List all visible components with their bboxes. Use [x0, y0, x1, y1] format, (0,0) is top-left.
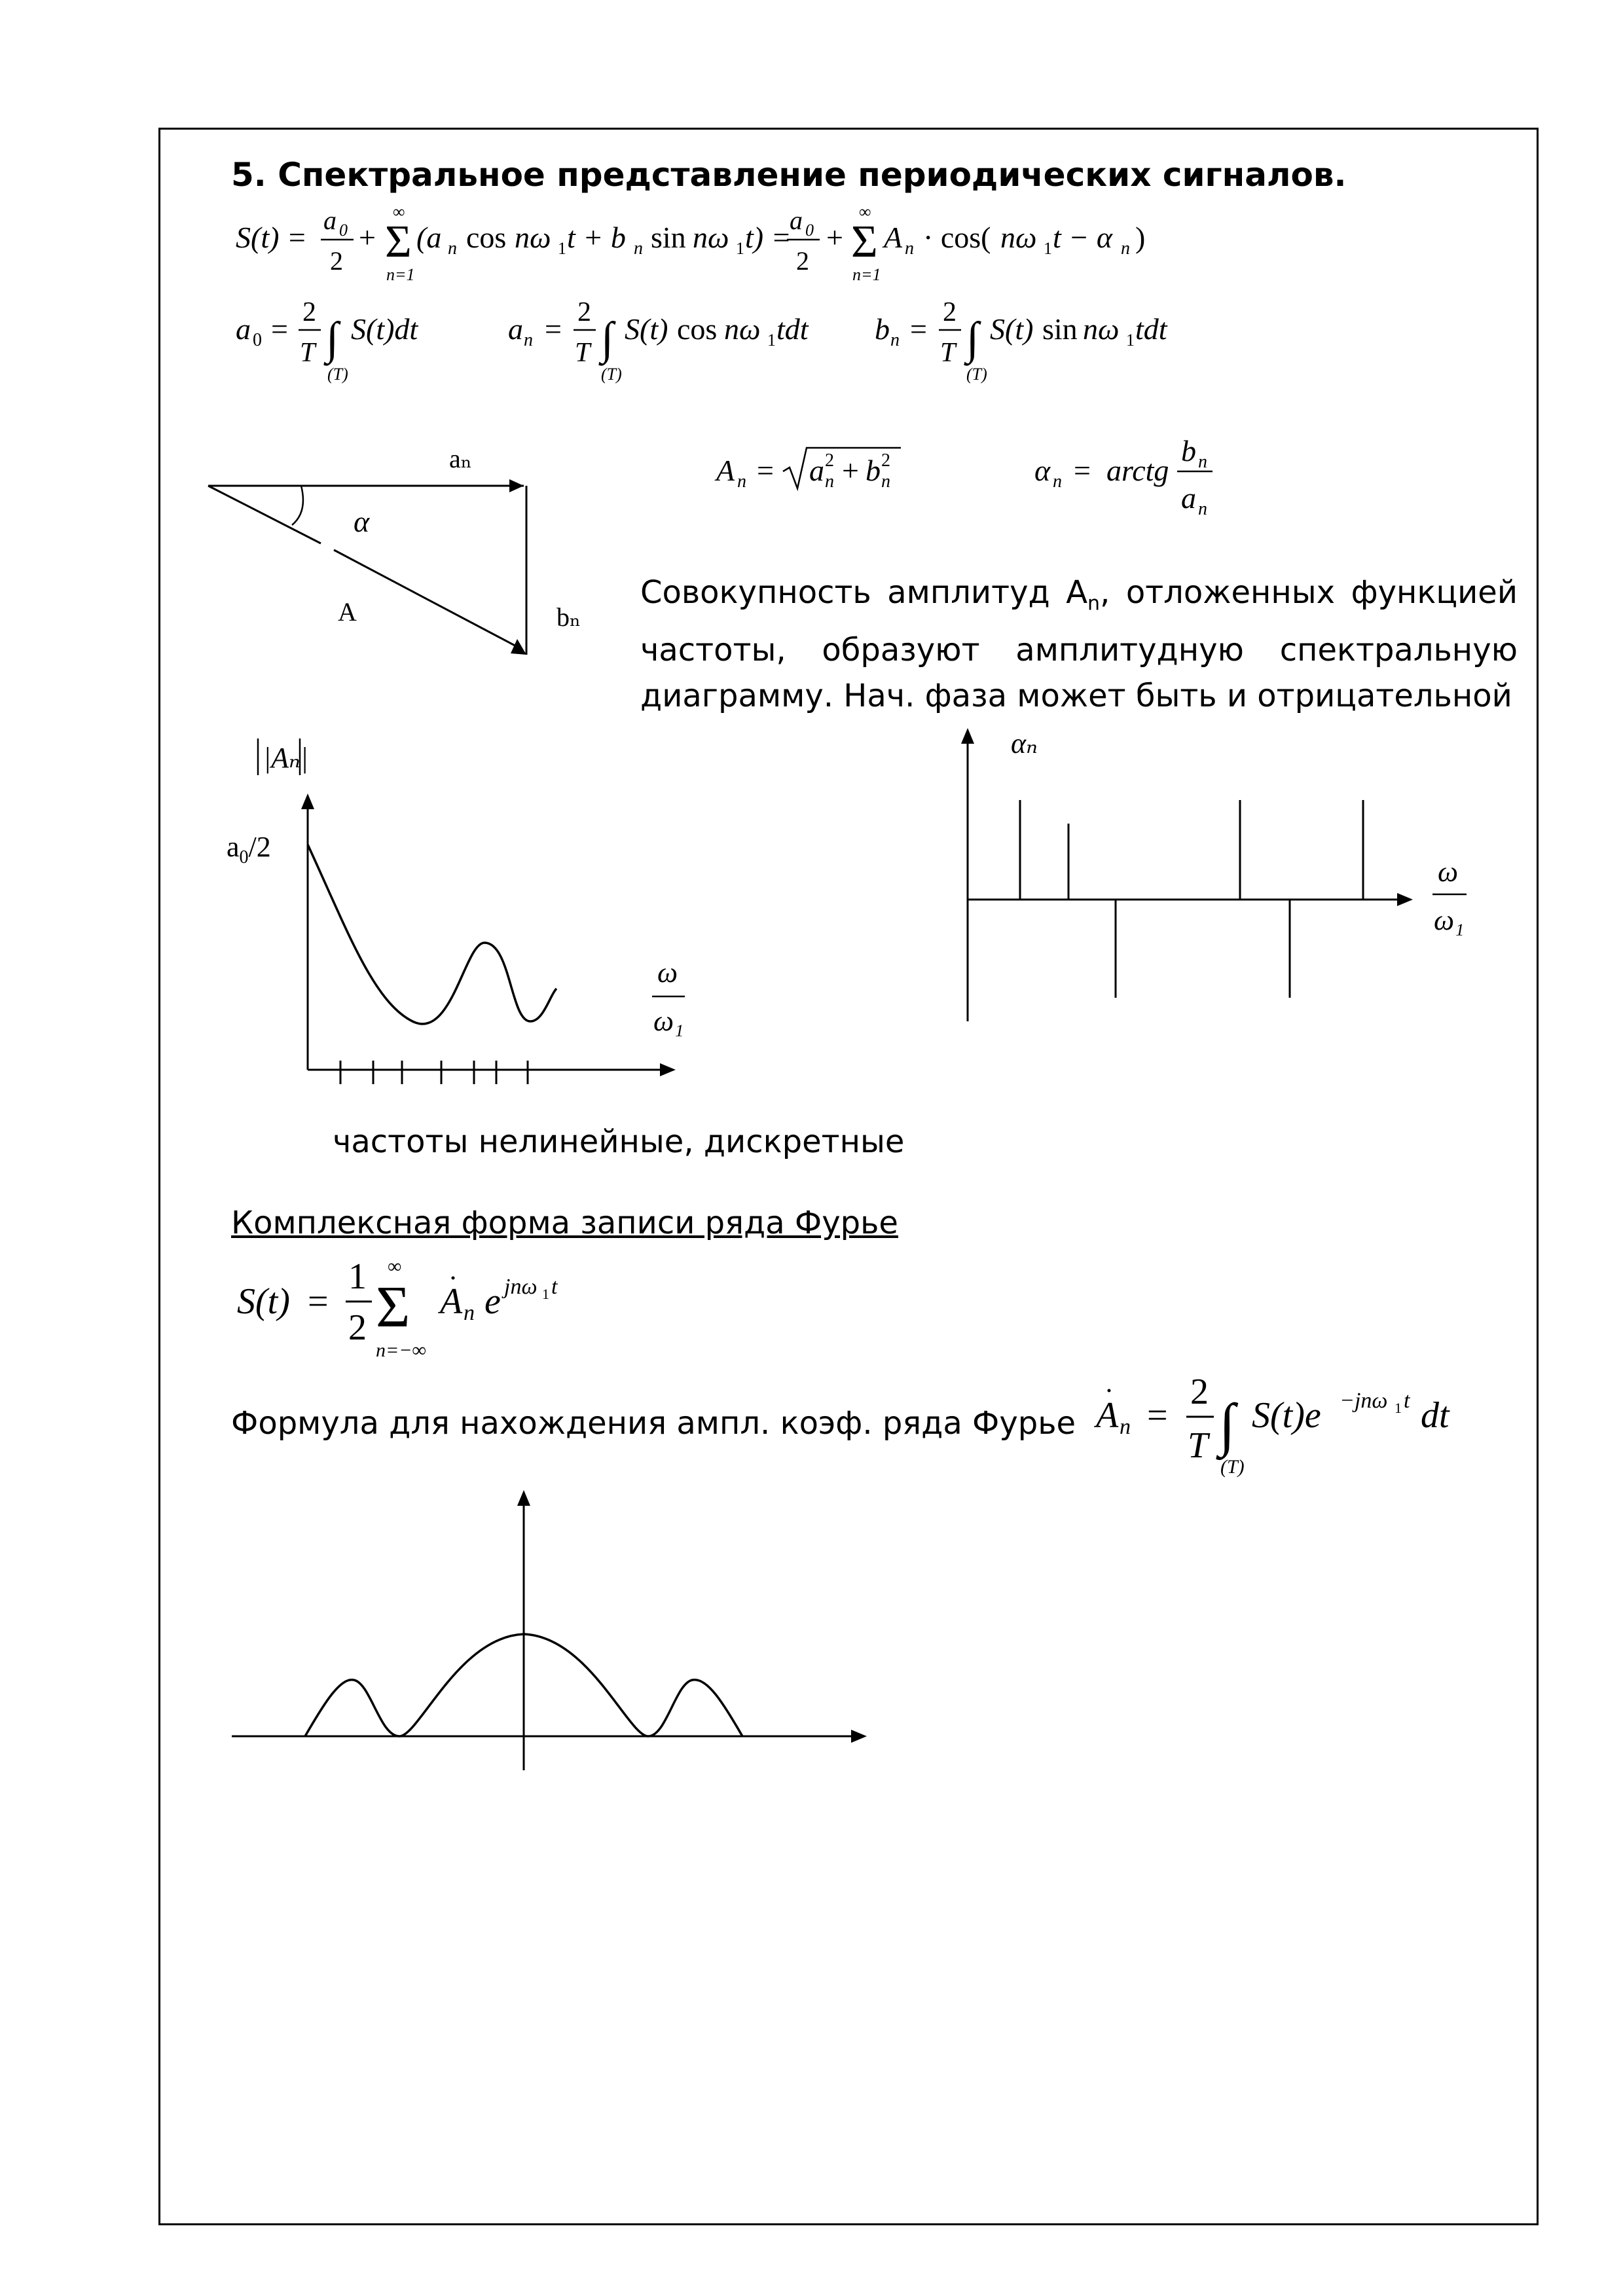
svg-text:t) =: t) = [745, 221, 792, 254]
svg-text:n: n [737, 471, 746, 492]
svg-text:S(t): S(t) [237, 1281, 290, 1322]
svg-text:nω: nω [1083, 312, 1120, 346]
svg-text:(T): (T) [966, 365, 987, 384]
svg-text:nω: nω [1000, 221, 1037, 254]
svg-text:∞: ∞ [388, 1256, 402, 1277]
svg-text:2: 2 [330, 246, 343, 276]
svg-text:S(t): S(t) [990, 312, 1034, 346]
svg-text:n: n [890, 330, 900, 350]
svg-text:2: 2 [302, 297, 316, 327]
svg-text:e: e [484, 1281, 501, 1322]
svg-text:A: A [884, 221, 903, 254]
triangle-label-angle: α [354, 505, 370, 538]
svg-text:t: t [1404, 1389, 1410, 1413]
svg-text:1: 1 [558, 239, 566, 258]
svg-text:0: 0 [253, 330, 262, 350]
vector-triangle-diagram [208, 444, 581, 655]
svg-text:T: T [300, 338, 316, 368]
svg-text:−jnω: −jnω [1340, 1389, 1388, 1413]
svg-text:n: n [1198, 499, 1207, 519]
svg-text:t + b: t + b [567, 221, 626, 254]
svg-text:sin: sin [651, 221, 686, 254]
svg-text:b: b [866, 454, 881, 487]
svg-text:∫: ∫ [966, 314, 979, 364]
section-title: 5. Спектральное представление периодических сигналов. [231, 156, 1347, 194]
svg-text:cos: cos [677, 312, 718, 346]
svg-text:α: α [1034, 454, 1051, 487]
amp-start-label: $a_0/2$ [227, 831, 271, 867]
svg-text:dt: dt [1421, 1395, 1450, 1436]
svg-text:n=1: n=1 [852, 265, 881, 284]
svg-text:1: 1 [1126, 331, 1135, 350]
svg-text:tdt: tdt [776, 312, 809, 346]
svg-text:nω: nω [724, 312, 761, 346]
svg-text:n: n [448, 238, 457, 259]
sinc-spectrum-diagram [232, 1490, 867, 1770]
svg-text:1: 1 [542, 1286, 549, 1302]
amp-y-label: |Aₙ| [263, 742, 308, 774]
svg-text:S(t)e: S(t)e [1252, 1395, 1321, 1436]
svg-text:T: T [1188, 1425, 1209, 1466]
triangle-label-side: bₙ [556, 602, 581, 632]
svg-text:(T): (T) [601, 365, 622, 384]
svg-text:0: 0 [805, 221, 814, 240]
svg-text:n=−∞: n=−∞ [376, 1339, 426, 1361]
svg-text:jnω: jnω [504, 1275, 538, 1299]
svg-text:∞: ∞ [393, 202, 405, 221]
svg-text:=: = [1074, 454, 1091, 487]
svg-text:2: 2 [825, 450, 834, 471]
phase-x-label-den: ω₁ [1434, 904, 1465, 936]
svg-text:∫: ∫ [601, 314, 614, 364]
svg-text:+: + [826, 221, 843, 254]
svg-text:+: + [842, 454, 859, 487]
amp-x-label-num: ω [657, 957, 678, 989]
svg-text:): ) [1135, 221, 1146, 254]
svg-text:sin: sin [1042, 312, 1078, 346]
svg-text:n: n [881, 471, 890, 492]
svg-text:t: t [551, 1275, 558, 1299]
svg-text:∫: ∫ [1219, 1393, 1235, 1457]
svg-text:n: n [1053, 471, 1062, 492]
amplitude-phase-formulas [714, 434, 1213, 519]
svg-text:S(t): S(t) [625, 312, 668, 346]
triangle-label-hyp: A [338, 597, 357, 627]
svg-text:1: 1 [736, 239, 744, 258]
svg-text:n: n [825, 471, 834, 492]
phase-spectrum-diagram [961, 727, 1467, 1021]
svg-text:a: a [1181, 481, 1196, 515]
svg-text:(T): (T) [327, 365, 348, 384]
svg-text:2: 2 [881, 450, 890, 471]
spectrum-description: Совокупность амплитуд $A_n$, отложенных функцией частоты, образуют амплитудную спектральную диаграмму. Нач. фаза может быть и отрицательной [640, 574, 1518, 714]
svg-text:1: 1 [348, 1256, 367, 1297]
svg-text:a: a [790, 206, 803, 235]
complex-fourier-formula [237, 1256, 558, 1361]
svg-text:arctg: arctg [1106, 454, 1169, 487]
svg-text:∞: ∞ [859, 202, 871, 221]
svg-text:b: b [875, 312, 890, 346]
fourier-series-formula [236, 202, 1145, 284]
svg-text:=: = [1147, 1395, 1168, 1436]
svg-text:nω: nω [693, 221, 729, 254]
svg-text:(a: (a [416, 221, 442, 254]
svg-text:A: A [1096, 1395, 1119, 1436]
svg-text:0: 0 [339, 221, 348, 240]
svg-text:tdt: tdt [1135, 312, 1167, 346]
triangle-label-top: aₙ [449, 444, 473, 473]
svg-text:A: A [440, 1281, 463, 1322]
svg-text:Σ: Σ [851, 217, 878, 267]
svg-text:b: b [1181, 434, 1196, 467]
svg-text:a: a [323, 206, 337, 235]
svg-text:a: a [236, 312, 251, 346]
svg-text:T: T [940, 338, 956, 368]
svg-text:n=1: n=1 [386, 265, 415, 284]
svg-text:=: = [308, 1281, 329, 1322]
svg-text:n: n [1120, 1415, 1131, 1439]
svg-text:a: a [508, 312, 523, 346]
coef-caption: Формула для нахождения ампл. коэф. ряда Фурье [231, 1405, 1076, 1442]
svg-text:=: = [271, 312, 288, 346]
freq-caption: частоты нелинейные, дискретные [333, 1123, 905, 1160]
svg-text:=: = [757, 454, 774, 487]
svg-text:a: a [809, 454, 824, 487]
amplitude-spectrum-diagram [227, 738, 685, 1084]
svg-text:+: + [359, 221, 376, 254]
svg-text:cos: cos [466, 221, 507, 254]
svg-text:S(t)dt: S(t)dt [351, 312, 418, 346]
svg-text:n: n [524, 330, 533, 350]
svg-text:Σ: Σ [376, 1275, 410, 1339]
svg-text:Σ: Σ [385, 217, 412, 267]
svg-text:1: 1 [767, 331, 776, 350]
svg-text:2: 2 [796, 246, 809, 276]
svg-text:1: 1 [1395, 1400, 1402, 1416]
phase-x-label-num: ω [1438, 856, 1459, 888]
complex-form-heading: Комплексная форма записи ряда Фурье [231, 1205, 898, 1241]
amp-x-label-den: ω₁ [653, 1005, 684, 1037]
svg-text:t − α: t − α [1053, 221, 1112, 254]
svg-text:2: 2 [577, 297, 591, 327]
svg-text:2: 2 [1190, 1372, 1209, 1412]
svg-text:n: n [1121, 238, 1130, 259]
svg-text:n: n [634, 238, 643, 259]
svg-text:=: = [545, 312, 562, 346]
phase-y-label: αₙ [1011, 727, 1038, 759]
svg-text:n: n [905, 238, 914, 259]
svg-text:n: n [464, 1301, 475, 1325]
svg-text:A: A [716, 454, 735, 487]
svg-text:n: n [1198, 452, 1207, 472]
coefficient-formulas [236, 297, 1168, 384]
svg-text:nω: nω [515, 221, 551, 254]
complex-coefficient-formula [1093, 1372, 1450, 1478]
svg-text:2: 2 [943, 297, 957, 327]
svg-text:2: 2 [348, 1307, 367, 1348]
svg-text:1: 1 [1044, 239, 1052, 258]
formula-s-of-t: S(t) = [236, 221, 307, 254]
svg-text:· cos(: · cos( [923, 221, 991, 254]
svg-text:T: T [575, 338, 591, 368]
svg-text:(T): (T) [1220, 1456, 1245, 1478]
svg-text:=: = [910, 312, 927, 346]
svg-text:∫: ∫ [326, 314, 339, 364]
